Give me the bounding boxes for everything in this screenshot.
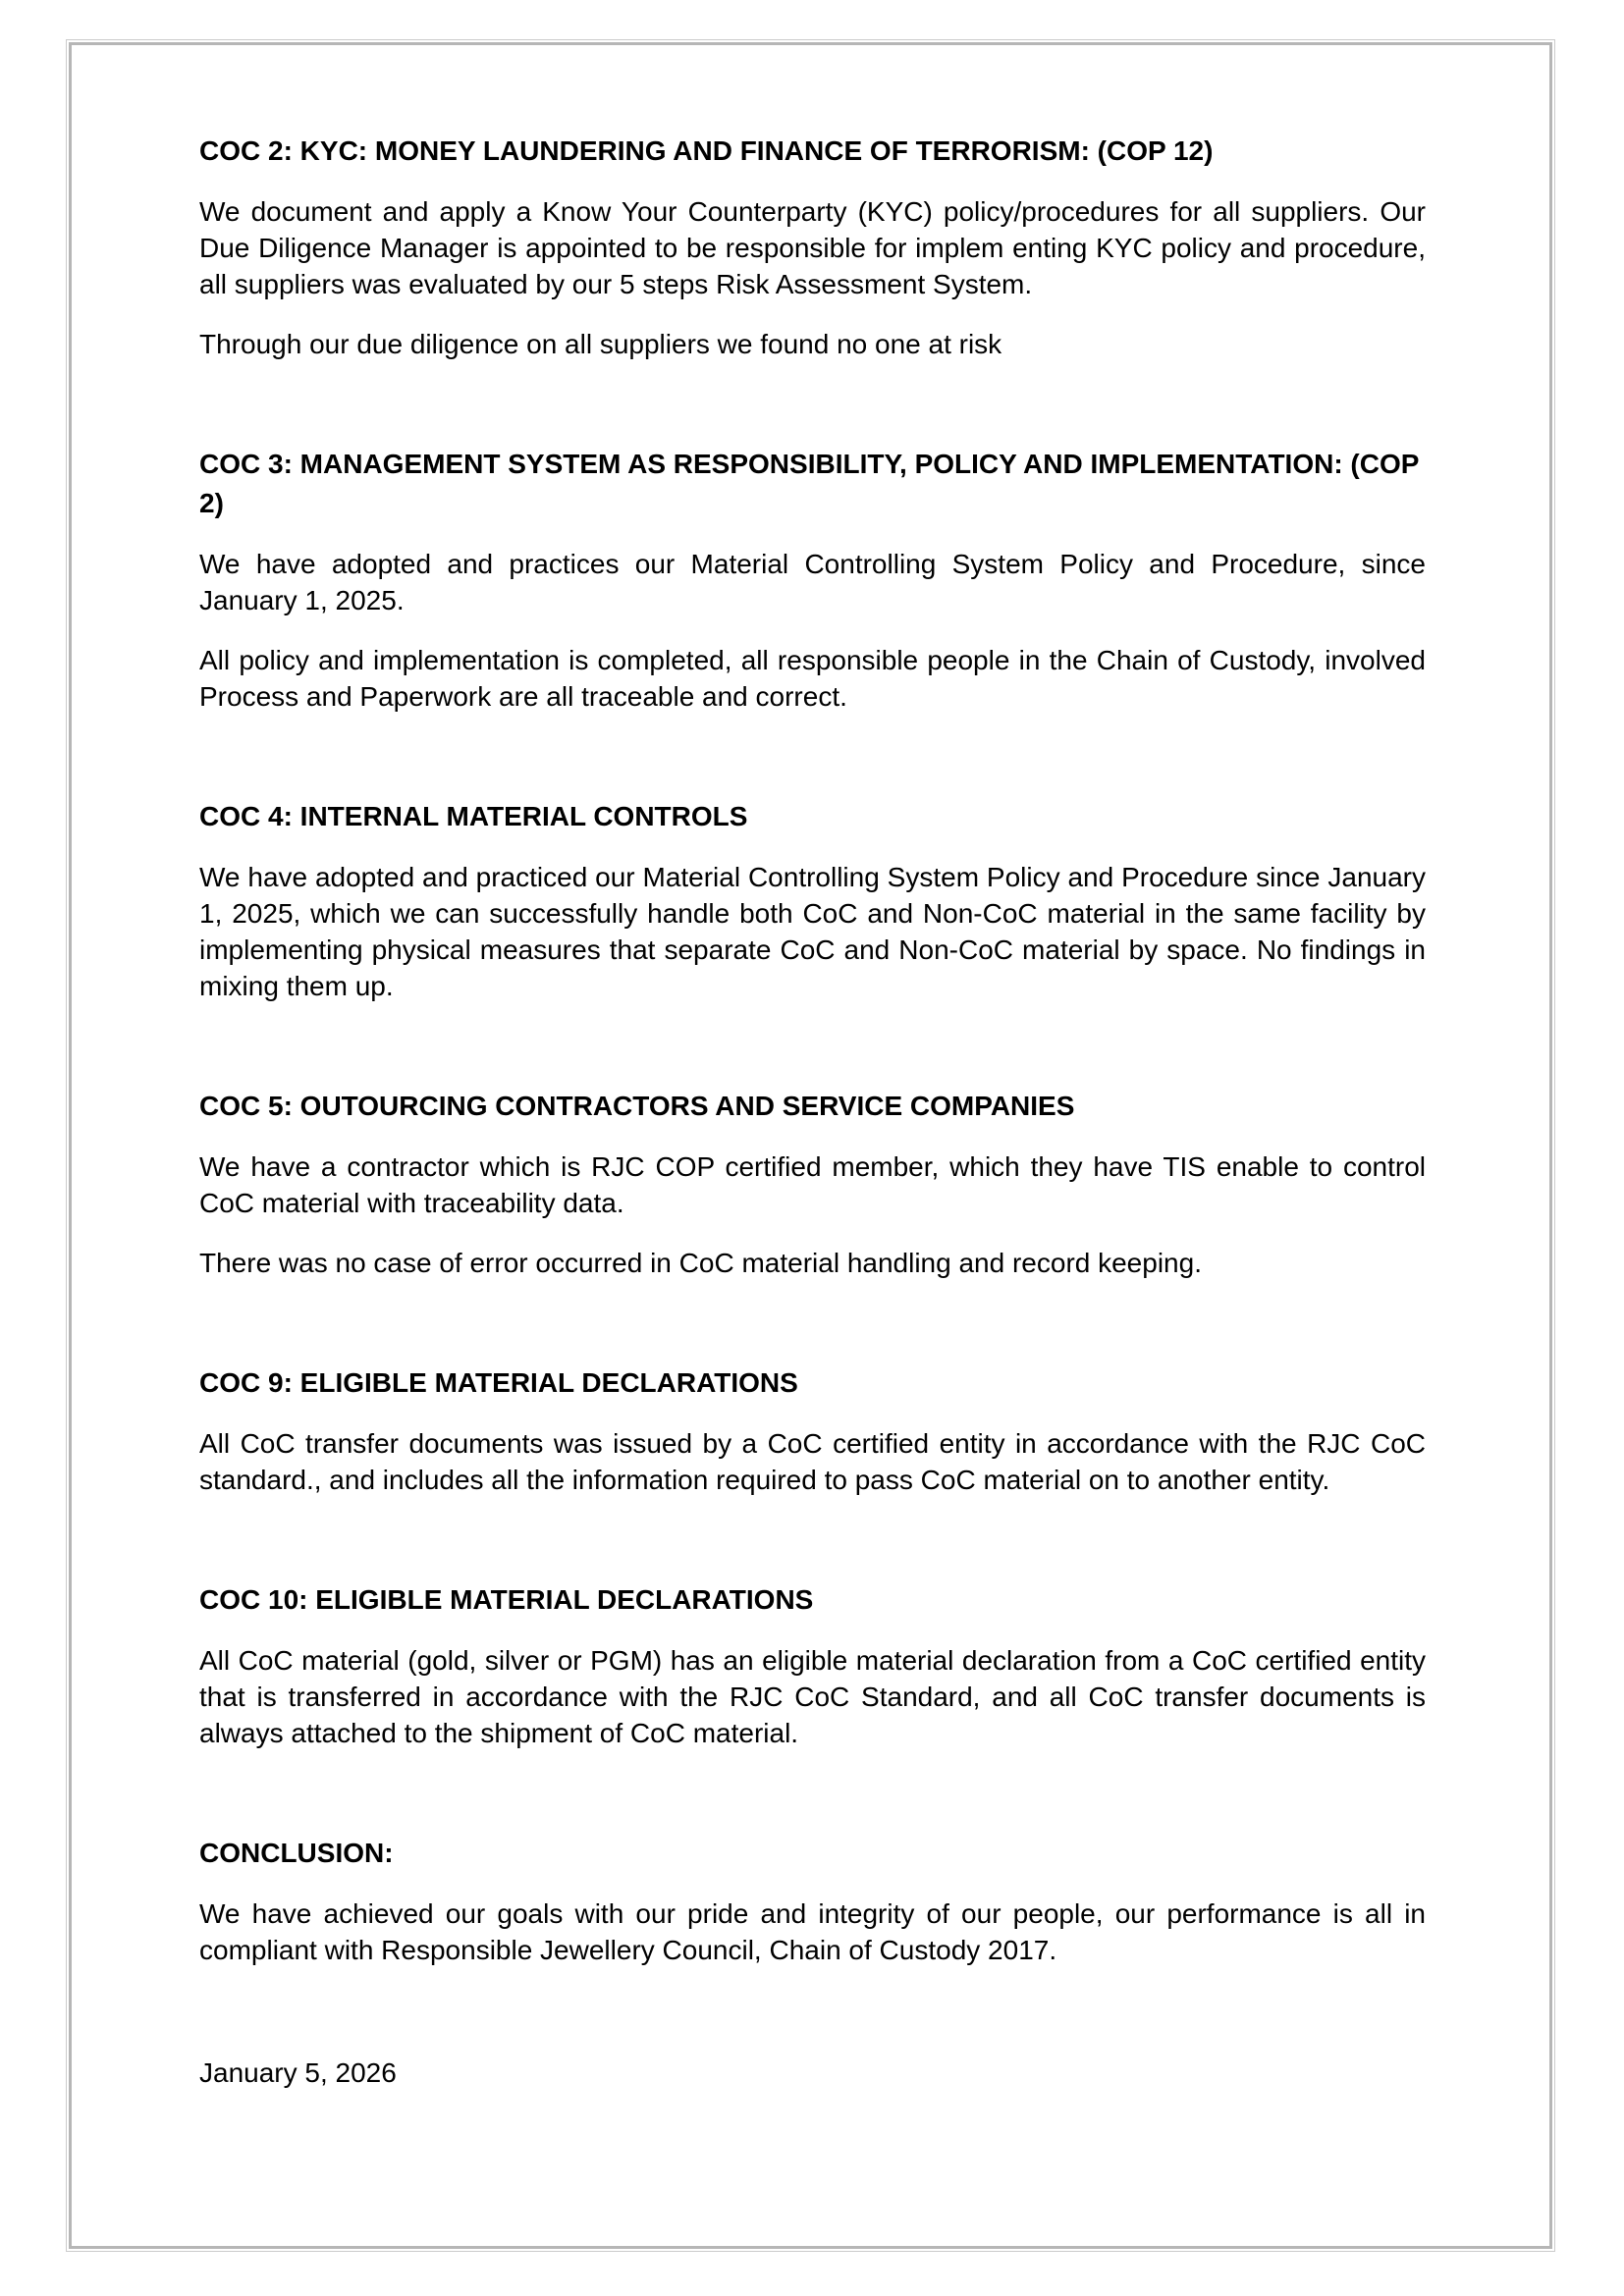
paragraph: All CoC transfer documents was issued by a CoC certified entity in accordance with the RJC CoC standard., and includes all the information required to pass CoC material on to another entity. xyxy=(199,1428,1426,1495)
page-border xyxy=(66,39,1555,2252)
section-conclusion xyxy=(199,1834,1426,1968)
paragraph: We have adopted and practiced our Material Controlling System Policy and Procedure since January 1, 2025, which we can successfully handle both CoC and Non-CoC material in the same facility by implementing physical measures that separate CoC and Non-CoC material by space. No findings in mixing them up. xyxy=(199,862,1426,1001)
section-coc5 xyxy=(199,1087,1426,1281)
page-content xyxy=(69,42,1552,2249)
document-date: January 5, 2026 xyxy=(199,2057,397,2088)
paragraph: Through our due diligence on all suppliers we found no one at risk xyxy=(199,329,1002,359)
paragraph: We have a contractor which is RJC COP certified member, which they have TIS enable to control CoC material with traceability data. xyxy=(199,1151,1426,1218)
section-heading: COC 2: KYC: MONEY LAUNDERING AND FINANCE OF TERRORISM: (COP 12) xyxy=(199,135,1214,166)
section-heading: CONCLUSION: xyxy=(199,1838,394,1868)
section-heading: COC 5: OUTOURCING CONTRACTORS AND SERVICE COMPANIES xyxy=(199,1091,1075,1121)
section-coc3 xyxy=(199,445,1426,715)
section-heading: COC 9: ELIGIBLE MATERIAL DECLARATIONS xyxy=(199,1367,798,1398)
section-heading: COC 4: INTERNAL MATERIAL CONTROLS xyxy=(199,801,748,831)
paragraph: All policy and implementation is completed, all responsible people in the Chain of Custody, involved Process and Paperwork are all traceable and correct. xyxy=(199,645,1426,712)
section-coc9 xyxy=(199,1363,1426,1498)
paragraph: There was no case of error occurred in CoC material handling and record keeping. xyxy=(199,1248,1202,1278)
section-coc4 xyxy=(199,797,1426,1004)
paragraph: We have adopted and practices our Material Controlling System Policy and Procedure, since January 1, 2025. xyxy=(199,549,1426,615)
section-heading: COC 3: MANAGEMENT SYSTEM AS RESPONSIBILITY, POLICY AND IMPLEMENTATION: (COP 2) xyxy=(199,449,1419,518)
section-coc2 xyxy=(199,132,1426,362)
paragraph: We have achieved our goals with our pride and integrity of our people, our performance is all in compliant with Responsible Jewellery Council, Chain of Custody 2017. xyxy=(199,1898,1426,1965)
paragraph: We document and apply a Know Your Counterparty (KYC) policy/procedures for all suppliers. Our Due Diligence Manager is appointed to be responsible for implem enting KYC policy and procedure, all suppliers was evaluated by our 5 steps Risk Assessment System. xyxy=(199,196,1426,299)
paragraph: All CoC material (gold, silver or PGM) has an eligible material declaration from a CoC certified entity that is transferred in accordance with the RJC CoC Standard, and all CoC transfer documents is always attached to the shipment of CoC material. xyxy=(199,1645,1426,1748)
section-coc10 xyxy=(199,1580,1426,1751)
section-heading: COC 10: ELIGIBLE MATERIAL DECLARATIONS xyxy=(199,1584,814,1615)
